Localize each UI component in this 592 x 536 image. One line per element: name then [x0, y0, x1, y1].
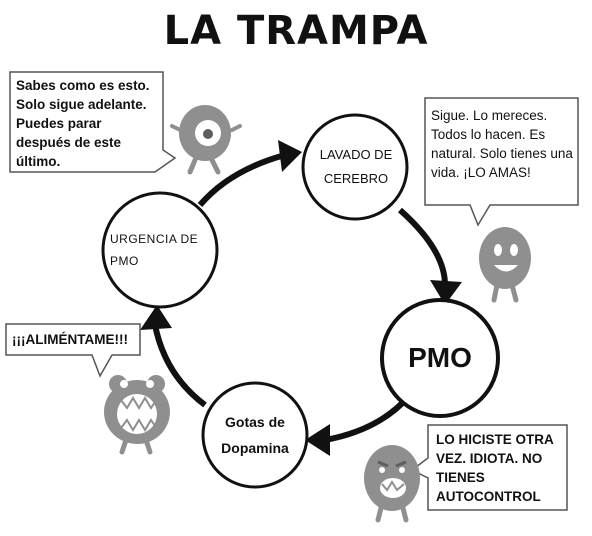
bubble-top-left-text: Sabes como es esto. Solo sigue adelante. Puedes parar después de este último. — [16, 78, 150, 169]
bubble-mid-left-text: ¡¡¡ALIMÉNTAME!!! — [12, 332, 128, 347]
bubble-bottom-right-text: LO HICISTE OTRA VEZ. IDIOTA. NO TIENES AUTOCONTROL — [436, 432, 554, 504]
creature-bottom-right-icon — [364, 445, 420, 520]
arrow-lavado-to-pmo — [400, 210, 445, 285]
node-gotas-label: Gotas de Dopamina — [221, 414, 289, 456]
arrow-pmo-to-gotas — [325, 395, 410, 440]
node-urgencia-label: URGENCIA DE PMO — [110, 232, 199, 268]
arrow-head-lavado — [278, 140, 302, 172]
arrow-head-urgencia — [140, 305, 172, 330]
page-title: LA TRAMPA — [163, 8, 429, 54]
node-pmo-label: PMO — [408, 342, 472, 373]
bubble-top-right-text: Sigue. Lo mereces. Todos lo hacen. Es natural. Solo tienes una vida. ¡LO AMAS! — [431, 108, 573, 180]
arrow-head-gotas — [305, 424, 330, 456]
creature-top-left-icon — [172, 105, 240, 172]
node-lavado-label: LAVADO DE CEREBRO — [319, 147, 393, 186]
creature-right-icon — [479, 227, 531, 300]
creature-mid-left-icon — [104, 375, 170, 452]
